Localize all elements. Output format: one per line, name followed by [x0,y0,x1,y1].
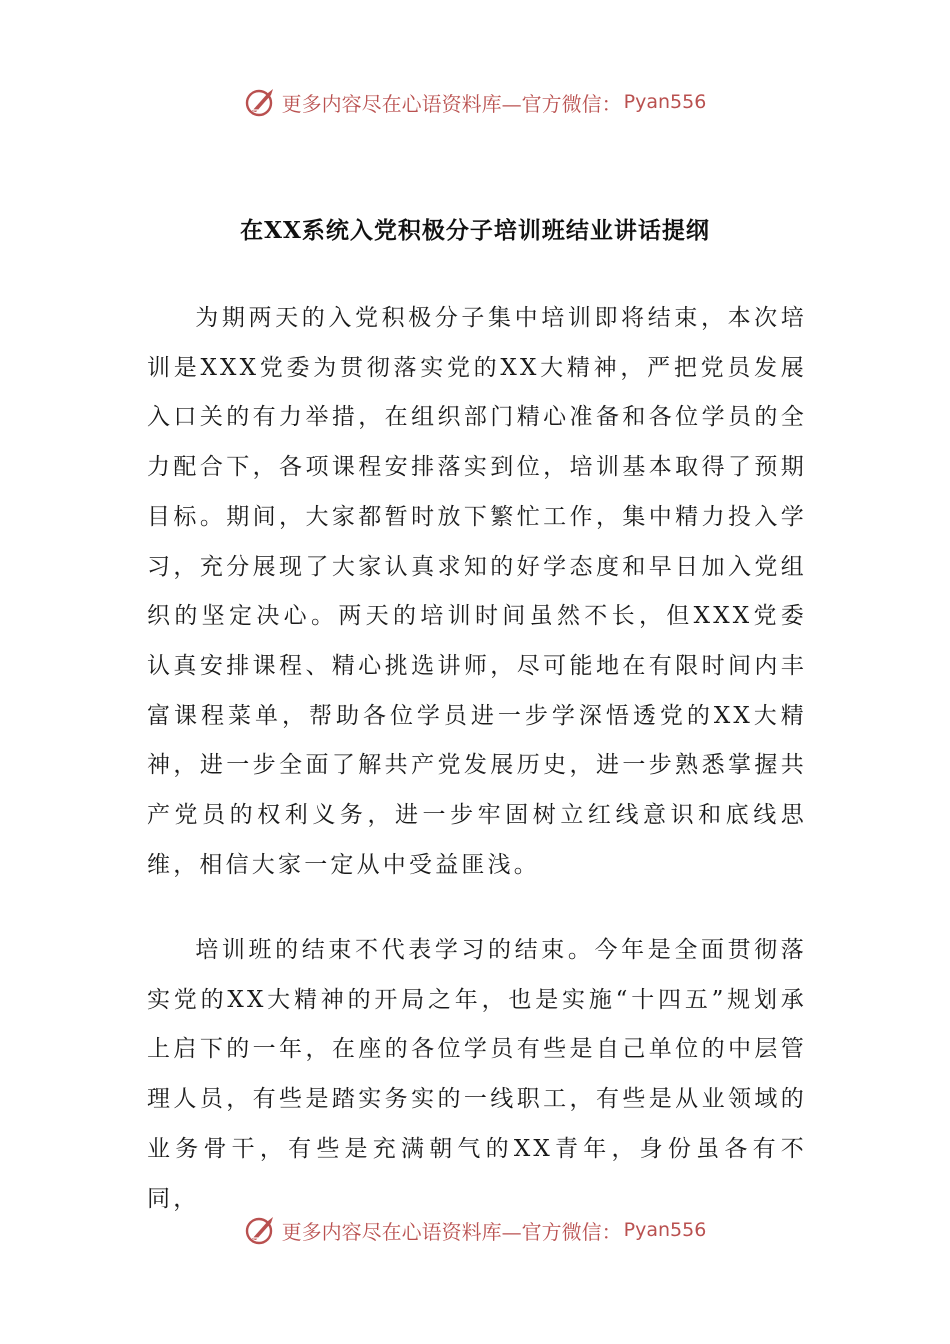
paragraph-2: 培训班的结束不代表学习的结束。今年是全面贯彻落实党的XX大精神的开局之年，也是实施“十四五”规划承上启下的一年，在座的各位学员有些是自己单位的中层管理人员，有些是踏实务实的一线职工，有些是从业领域的业务骨干，有些是充满朝气的XX青年，身份虽各有不同， [147,937,807,1212]
paragraph-1: 为期两天的入党积极分子集中培训即将结束，本次培训是XXX党委为贯彻落实党的XX大精神，严把党员发展入口关的有力举措，在组织部门精心准备和各位学员的全力配合下，各项课程安排落实到位，培训基本取得了预期目标。期间，大家都暂时放下繁忙工作，集中精力投入学习，充分展现了大家认真求知的好学态度和早日加入党组织的坚定决心。两天的培训时间虽然不长，但XXX党委认真安排课程、精心挑选讲师，尽可能地在有限时间内丰富课程菜单，帮助各位学员进一步学深悟透党的XX大精神，进一步全面了解共产党发展历史，进一步熟悉掌握共产党员的权利义务，进一步牢固树立红线意识和底线思维，相信大家一定从中受益匪浅。 [147,305,807,878]
quill-pen-circle-icon [244,85,278,119]
wechat-id: Pyan556 [623,91,707,113]
watermark-text: 更多内容尽在心语资料库—官方微信： [281,1219,622,1244]
document-title: 在XX系统入党积极分子培训班结业讲话提纲 [240,217,710,244]
header-watermark [0,82,950,122]
watermark-text: 更多内容尽在心语资料库—官方微信： [281,91,622,116]
wechat-id: Pyan556 [623,1219,707,1241]
footer-watermark [0,1210,950,1250]
quill-pen-circle-icon [244,1213,278,1247]
